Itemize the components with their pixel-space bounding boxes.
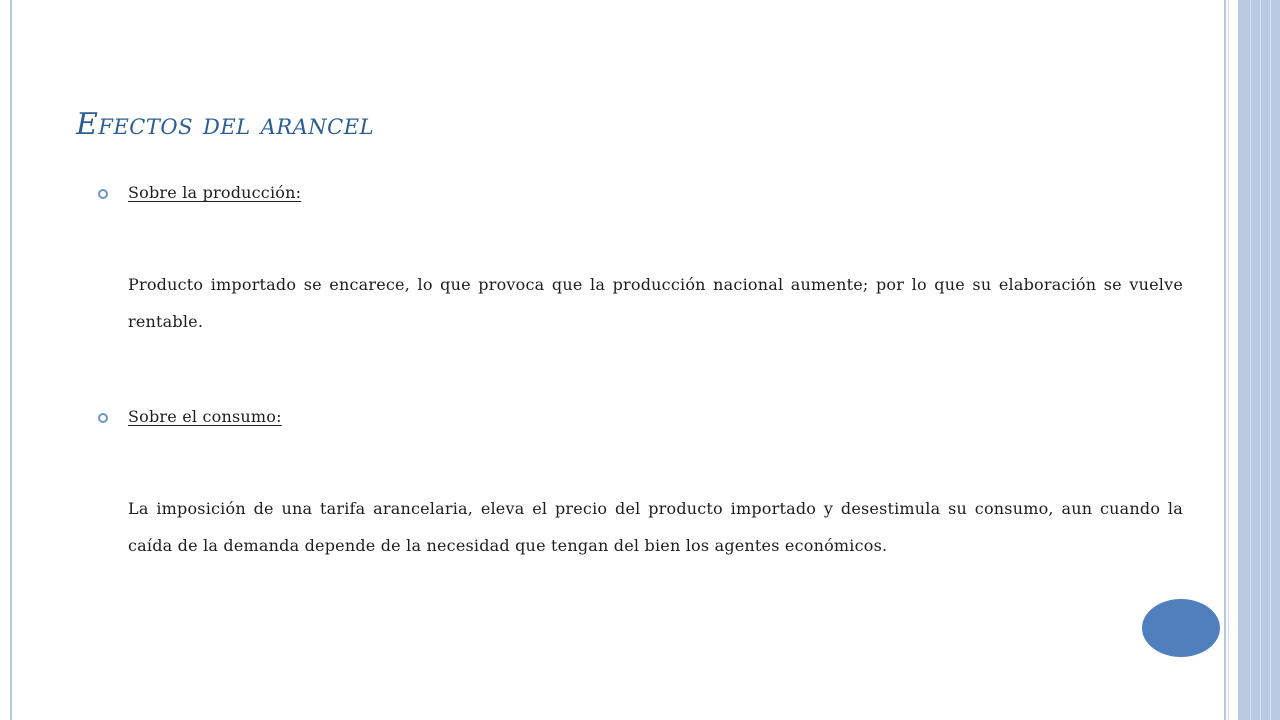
decorative-circle [1142,599,1220,657]
section-heading-consumo: Sobre el consumo: [128,407,282,426]
right-decorative-band [1224,0,1280,720]
band-line [1270,0,1271,720]
slide-title: Efectos del arancel [76,107,375,142]
right-thin-line [1228,0,1229,720]
left-border-line [10,0,12,720]
bullet-circle-icon [98,189,108,199]
band-line [1250,0,1251,720]
band-line [1260,0,1261,720]
section-body-consumo: La imposición de una tarifa arancelaria, eleva el precio del producto importado y desestimula su consumo, aun cuando la caída de la demanda depende de la necesidad que tengan del bien los agentes económicos. [128,499,1183,555]
right-border-line [1224,0,1226,720]
bullet-circle-icon [98,413,108,423]
section-body-produccion: Producto importado se encarece, lo que provoca que la producción nacional aumente; por lo que su elaboración se vuelve rentable. [128,275,1183,331]
right-color-band [1238,0,1280,720]
section-heading-produccion: Sobre la producción: [128,183,302,202]
